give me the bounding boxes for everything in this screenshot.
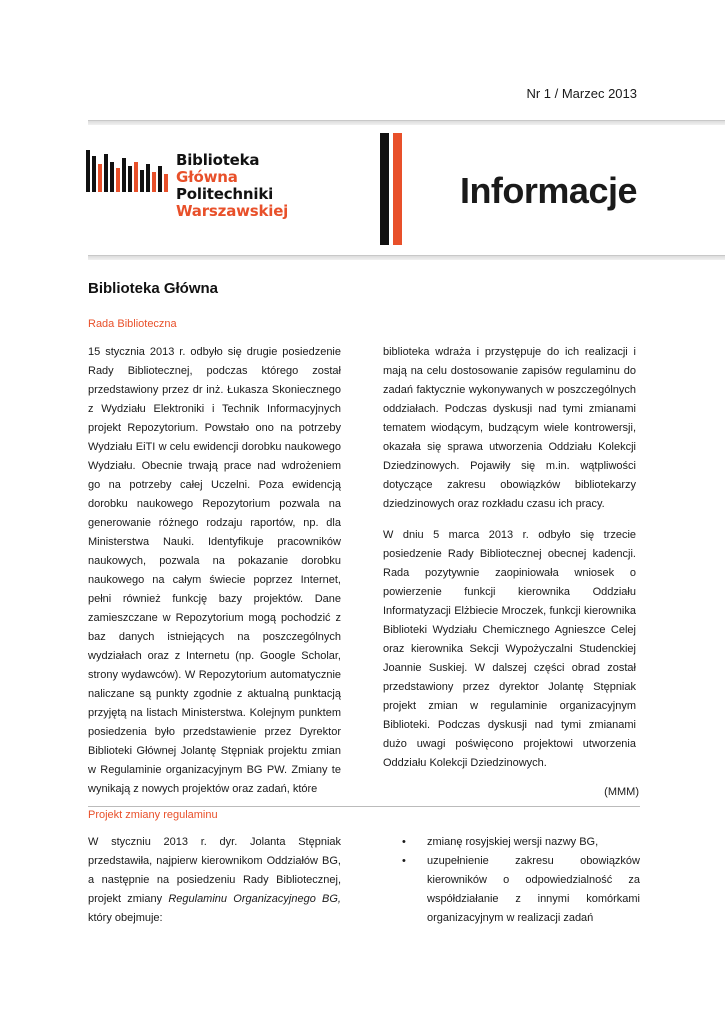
- masthead-bars-icon: [380, 133, 410, 245]
- list-item: • zmianę rosyjskiej wersji nazwy BG,: [400, 833, 640, 852]
- issue-number: Nr 1 / Marzec 2013: [526, 86, 637, 101]
- article-rada-paragraph: biblioteka wdraża i przystępuje do ich realizacji i mają na celu dostosowanie zapisów regulaminu do zadań faktycznie wykonywanych w poszczególnych oddziałach. Podczas dyskusji nad tymi zmianami tematem wiodącym, budzącym wiele kontrowersji, okazała się sprawa utworzenia Oddziału Kolekcji Dziedzinowych. Pojawiły się m.in. wątpliwości dotyczące zakresu obowiązków bibliotekarzy dziedzinowych oraz rozkładu czasu ich pracy.: [383, 346, 636, 510]
- regulation-title: Regulaminu Organizacyjnego BG,: [168, 893, 341, 905]
- logo-line-4: Warszawskiej: [176, 202, 289, 220]
- logo-line-3: Politechniki: [176, 185, 274, 203]
- article-rada-right-column: [383, 343, 636, 793]
- logo-wordmark: [176, 152, 288, 220]
- header-top-rule: [88, 120, 725, 125]
- library-logo: [86, 150, 289, 230]
- article-projekt-right-column: [400, 833, 640, 928]
- logo-line-1: Biblioteka: [176, 151, 260, 169]
- bullet-list: [400, 833, 640, 928]
- section-divider: [88, 806, 640, 807]
- article-signature: (MMM): [604, 786, 639, 798]
- article-subhead-rada: Rada Biblioteczna: [88, 318, 177, 330]
- article-rada-paragraph: W dniu 5 marca 2013 r. odbyło się trzecie posiedzenie Rady Bibliotecznej obecnej kadencji. Rada pozytywnie zaopiniowała wniosek o powierzenie funkcji kierownika Oddziału Informatyzacji Elżbiecie Mroczek, funkcji kierownika Biblioteki Wydziału Chemicznego Agnieszce Celej oraz kierownika Sekcji Wypożyczalni Studenckiej Joannie Suskiej. W dalszej części obrad został przedstawiony przez dyrektor Jolantę Stępniak projekt zmian w regulaminie organizacyjnym Biblioteki. Podczas dyskusji nad tymi zmianami dużo uwagi poświęcono projektowi utworzenia Oddziału Kolekcji Dziedzinowych.: [383, 529, 636, 769]
- logo-line-2: Główna: [176, 168, 238, 186]
- logo-bars-icon: [86, 150, 170, 192]
- article-projekt-paragraph: W styczniu 2013 r. dyr. Jolanta Stępniak przedstawiła, najpierw kierownikom Oddziałów BG, a następnie na posiedzeniu Rady Bibliotecznej, projekt zmiany Regulaminu Organizacyjnego BG, który obejmuje:: [88, 836, 341, 924]
- list-item: • uzupełnienie zakresu obowiązków kierowników o odpowiedzialność za współdziałanie z innymi komórkami organizacyjnym w realizacji zadań: [400, 852, 640, 928]
- masthead-title: Informacje: [459, 170, 637, 211]
- section-title: Biblioteka Główna: [88, 280, 219, 297]
- article-projekt-left-column: [88, 833, 341, 928]
- article-subhead-projekt: Projekt zmiany regulaminu: [88, 809, 218, 821]
- article-rada-left-column: [88, 343, 341, 803]
- header-bottom-rule: [88, 255, 725, 260]
- article-rada-paragraph: 15 stycznia 2013 r. odbyło się drugie posiedzenie Rady Bibliotecznej, podczas którego został przedstawiony przez dr inż. Łukasza Skoniecznego z Wydziału Elektroniki i Technik Informacyjnych projekt Repozytorium. Powstało ono na potrzeby Wydziału EiTI w celu ewidencji dorobku naukowego Wydziału. Obecnie trwają prace nad wdrożeniem go na potrzeby całej Uczelni. Poza ewidencją dorobku naukowego Repozytorium pozwala na generowanie różnego rodzaju raportów, np. dla Ministerstwa Nauki. Identyfikuje pracowników naukowych, pozwala na pokazanie dorobku naukowego na całym świecie poprzez Internet, pełni również funkcję bazy projektów. Dane zamieszczane w Repozytorium mogą pochodzić z baz danych istniejących na poszczególnych wydziałach oraz z Internetu (np. Google Scholar, strony wydawców). W Repozytorium automatycznie naliczane są punkty zgodnie z aktualną punktacją przyjętą na listach Ministerstwa. Kolejnym punktem posiedzenia było przedstawienie przez Dyrektor Biblioteki Głównej Jolantę Stępniak projektu zmian w Regulaminie organizacyjnym BG PW. Zmiany te wynikają z nowych projektów oraz zadań, które: [88, 346, 341, 795]
